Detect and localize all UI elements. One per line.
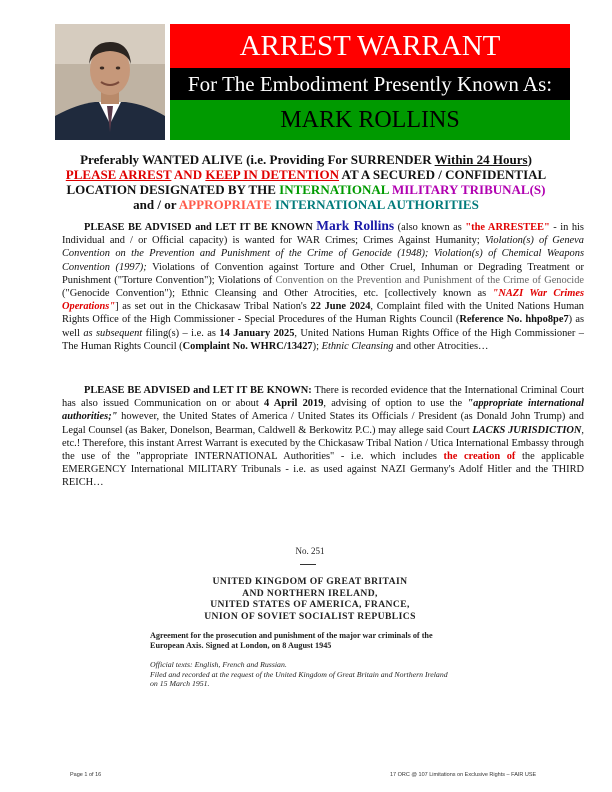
warrant-title: ARREST WARRANT <box>170 24 570 68</box>
footer-citation: 17 ORC @ 107 Limitations on Exclusive Rights – FAIR USE <box>390 772 537 778</box>
treaty-parties <box>150 576 470 622</box>
wanted-line-4: and / or APPROPRIATE INTERNATIONAL AUTHORITIES <box>133 197 479 212</box>
treaty-party-line: UNITED STATES OF AMERICA, FRANCE, <box>210 599 410 610</box>
wanted-line-3: LOCATION DESIGNATED BY THE INTERNATIONAL MILITARY TRIBUNAL(S) <box>66 182 546 197</box>
portrait-photo <box>55 24 165 140</box>
paragraph-jurisdiction: PLEASE BE ADVISED and LET IT BE KNOWN: There is recorded evidence that the International Criminal Court has also issued Communication on or about 4 April 2019, advising of option to use the "appropriate international authorities;" however, the United States of America / United States its Officials / President (as Donald John Trump) and Legal Counsel (as Baker, Donelson, Bearman, Caldwell & Berkowitz P.C.) may allege said Court LACKS JURISDICTION, etc.! Therefore, this instant Arrest Warrant is executed by the Chickasaw Tribal Nation / Utica International Embassy through the use of the "appropriate INTERNATIONAL Authorities" - i.e. which includes the creation of the applicable EMERGENCY International MILITARY Tribunals - i.e. as used against NAZI Germany's Adolf Hitler and the THIRD REICH… <box>62 385 585 489</box>
treaty-official-texts: Official texts: English, French and Russian. <box>150 660 287 669</box>
arrestee-name: MARK ROLLINS <box>170 100 570 140</box>
treaty-party-line: UNION OF SOVIET SOCIALIST REPUBLICS <box>204 610 416 622</box>
treaty-party-line: UNITED KINGDOM OF GREAT BRITAIN <box>212 576 408 587</box>
page-number: Page 1 of 16 <box>70 772 102 778</box>
warrant-subtitle: For The Embodiment Presently Known As: <box>170 68 570 100</box>
treaty-rule <box>300 564 316 565</box>
treaty-agreement: Agreement for the prosecution and punishment of the major war criminals of the European Axis. Signed at London, on 8 August 1945 <box>150 631 433 650</box>
treaty-filed-note: Filed and recorded at the request of the United Kingdom of Great Britain and Northern Ireland on 15 March 1951. <box>150 669 448 688</box>
wanted-line-2: PLEASE ARREST AND KEEP IN DETENTION AT A SECURED / CONFIDENTIAL <box>65 167 547 182</box>
treaty-party-line: AND NORTHERN IRELAND, <box>242 587 378 599</box>
paragraph-advised: PLEASE BE ADVISED and LET IT BE KNOWN Mark Rollins (also known as "the ARRESTEE" - in his Individual and / or Official capacity) is wanted for WAR Crimes; Crimes Against Humanity; Violation(s) of Geneva Convention on the Prevention and Punishment of the Crime of Genocide (1948); Violation(s) of Chemical Weapons Convention (1997); Violations of Convention against Torture and Other Cruel, Inhuman or Degrading Treatment or Punishment ("Torture Convention"); Violations of Convention on the Prevention and Punishment of the Crime of Genocide ("Genocide Convention"); Ethnic Cleansing and Other Atrocities, etc. [collectively known as "NAZI War Crimes Operations"] as set out in the Chickasaw Tribal Nation's 22 June 2024, Complaint filed with the United Nations Human Rights Office of the High Commissioner - Special Procedures of the Human Rights Council (Reference No. hhpo8pe7) as well as subsequent filing(s) – i.e. as 14 January 2025, United Nations Human Rights Office of the High Commissioner – The Human Rights Council (Complaint No. WHRC/13427); Ethnic Cleansing and other Atrocities… <box>62 218 585 352</box>
wanted-line-1: Preferably WANTED ALIVE (i.e. Providing For SURRENDER Within 24 Hours) <box>80 152 532 167</box>
treaty-number: No. 251 <box>295 546 325 556</box>
treaty-official-note <box>150 660 450 689</box>
